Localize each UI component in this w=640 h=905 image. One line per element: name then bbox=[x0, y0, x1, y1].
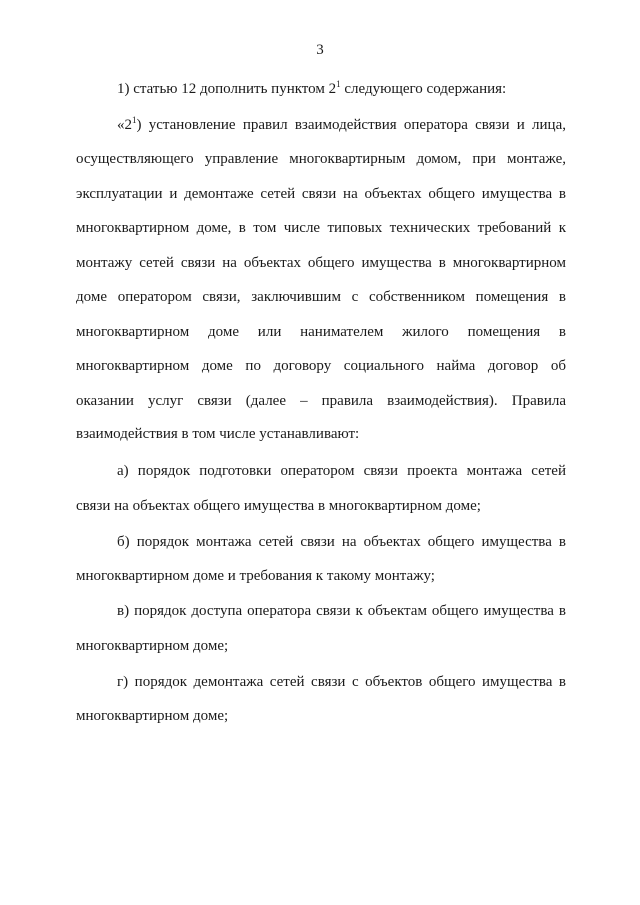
paragraph-main-line-1 bbox=[117, 116, 566, 134]
item-1-prefix: 1) статью 12 дополнить пунктом 2 bbox=[117, 81, 337, 97]
item-b-line-1: б) порядок монтажа сетей связи на объектах общего имущества в bbox=[117, 534, 566, 550]
item-g-line-2: многоквартирном доме; bbox=[76, 708, 229, 724]
item-v-line-2: многоквартирном доме; bbox=[76, 638, 229, 654]
paragraph-main-line-3: эксплуатации и демонтаже сетей связи на объектах общего имущества в bbox=[76, 186, 566, 202]
paragraph-main-line-4: многоквартирном доме, в том числе типовых технических требований к bbox=[76, 220, 566, 236]
item-g-line-1: г) порядок демонтажа сетей связи с объектов общего имущества в bbox=[117, 674, 566, 690]
paragraph-main-line-9: оказании услуг связи (далее – правила взаимодействия). Правила bbox=[76, 393, 566, 409]
item-a-line-2: связи на объектах общего имущества в многоквартирном доме; bbox=[76, 498, 481, 514]
paragraph-main-line-6: доме оператором связи, заключившим с собственником помещения в bbox=[76, 289, 566, 305]
item-b-line-2: многоквартирном доме и требования к такому монтажу; bbox=[76, 568, 435, 584]
item-1-superscript: 1 bbox=[336, 79, 341, 89]
item-a-line-1: а) порядок подготовки оператором связи проекта монтажа сетей bbox=[117, 463, 566, 479]
item-1-suffix: следующего содержания: bbox=[340, 81, 507, 97]
paragraph-main-line-8: многоквартирном доме по договору социального найма договор об bbox=[76, 358, 566, 374]
para-main-superscript: 1 bbox=[132, 115, 137, 125]
paragraph-main-line-5: монтажу сетей связи на объектах общего имущества в многоквартирном bbox=[76, 255, 566, 271]
paragraph-main-line-10: взаимодействия в том числе устанавливают: bbox=[76, 426, 360, 442]
item-v-line-1: в) порядок доступа оператора связи к объектам общего имущества в bbox=[117, 603, 566, 619]
item-1-line bbox=[117, 80, 566, 98]
para-main-suffix: ) установление правил взаимодействия оператора связи и лица, bbox=[136, 117, 566, 133]
paragraph-main-line-7: многоквартирном доме или нанимателем жилого помещения в bbox=[76, 324, 566, 340]
paragraph-main-line-2: осуществляющего управление многоквартирным домом, при монтаже, bbox=[76, 151, 566, 167]
para-main-prefix: «2 bbox=[117, 117, 132, 133]
page-number: 3 bbox=[316, 42, 324, 58]
